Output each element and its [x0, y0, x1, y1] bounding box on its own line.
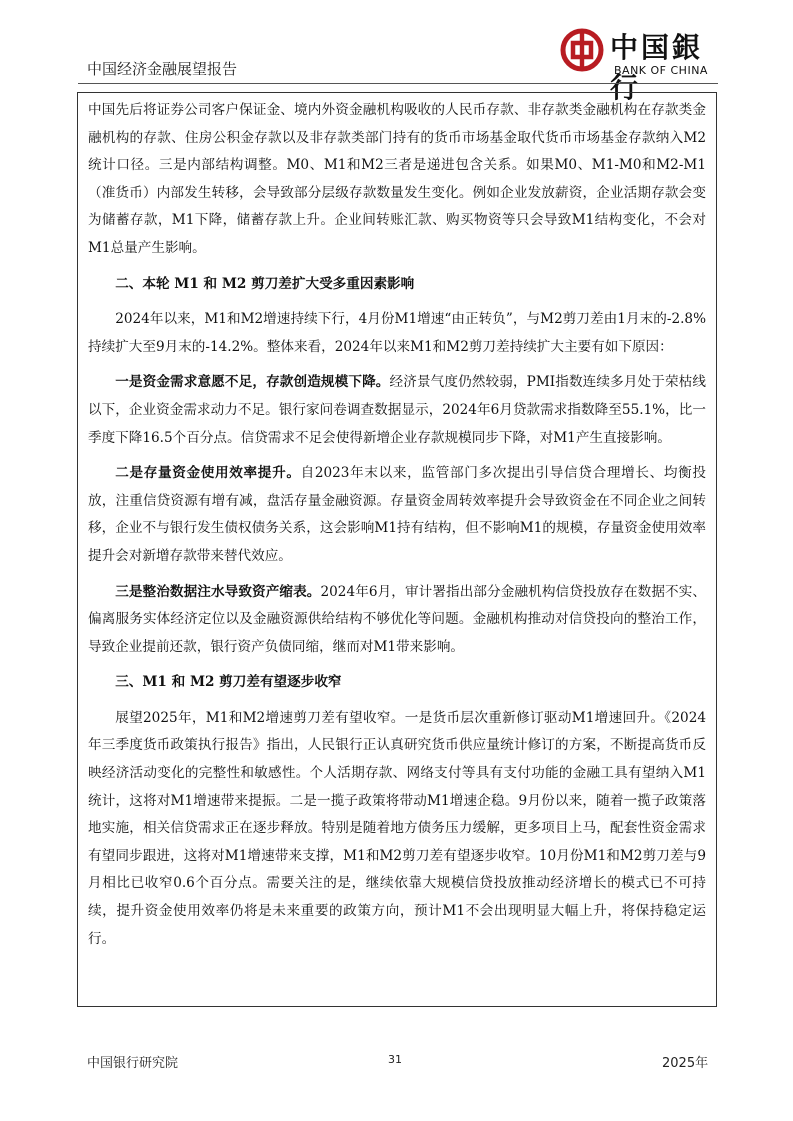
report-body — [88, 97, 706, 953]
reason-1-lead: 一是资金需求意愿不足，存款创造规模下降。 — [115, 374, 390, 391]
logo-chinese-text: 中国銀行 — [610, 31, 704, 104]
reason-2-lead: 二是存量资金使用效率提升。 — [115, 465, 301, 482]
footer-year: 2025年 — [662, 1056, 709, 1071]
header-title: 中国经济金融展望报告 — [87, 60, 238, 78]
reason-3-text: 2024年6月，审计署指出部分金融机构信贷投放存在数据不实、偏离服务实体经济定位以及金融资源供给结构不够优化等问题。金融机构推动对信贷投向的整治工作，导致企业提前还款，银行资产负债同缩，继而对M1带来影响。 — [88, 583, 707, 655]
paragraph-reason-3 — [88, 579, 706, 662]
reason-3-lead: 三是整治数据注水导致资产缩表。 — [115, 583, 321, 600]
paragraph-outlook-2025: 展望2025年，M1和M2增速剪刀差有望收窄。一是货币层次重新修订驱动M1增速回升。《2024年三季度货币政策执行报告》指出，人民银行正认真研究货币供应量统计修订的方案，不断提高货币反映经济活动变化的完整性和敏感性。个人活期存款、网络支付等具有支付功能的金融工具有望纳入M1统计，这将对M1增速带来提振。二是一揽子政策将带动M1增速企稳。9月份以来，随着一揽子政策落地实施，相关信贷需求正在逐步释放。特别是随着地方债务压力缓解，更多项目上马，配套性资金需求有望同步跟进，这将对M1增速带来支撑，M1和M2剪刀差有望逐步收窄。10月份M1和M2剪刀差与9月相比已收窄0.6个百分点。需要关注的是，继续依靠大规模信贷投放推动经济增长的模式已不可持续，提升资金使用效率仍将是未来重要的政策方向，预计M1不会出现明显大幅上升，将保持稳定运行。 — [88, 709, 706, 947]
paragraph-gap-trend: 2024年以来，M1和M2增速持续下行，4月份M1增速“由正转负”，与M2剪刀差由1月末的-2.8%持续扩大至9月末的-14.2%。整体来看，2024年以来M1和M2剪刀差持续扩大主要有如下原因： — [88, 311, 706, 355]
reason-1-text: 经济景气度仍然较弱，PMI指数连续多月处于荣枯线以下，企业资金需求动力不足。银行家问卷调查数据显示，2024年6月贷款需求指数降至55.1%，比一季度下降16.5个百分点。信贷需求不足会使得新增企业存款规模同步下降，对M1产生直接影响。 — [88, 374, 706, 446]
bank-logo — [560, 26, 720, 104]
paragraph-m2-structure: 中国先后将证券公司客户保证金、境内外资金融机构吸收的人民币存款、非存款类金融机构在存款类金融机构的存款、住房公积金存款以及非存款类部门持有的货币市场基金取代货币市场基金存款纳入M2统计口径。三是内部结构调整。M0、M1和M2三者是递进包含关系。如果M0、M1-M0和M2-M1（准货币）内部发生转移，会导致部分层级存款数量发生变化。例如企业发放薪资，企业活期存款会变为储蓄存款，M1下降，储蓄存款上升。企业间转账汇款、购买物资等只会导致M1结构变化，不会对M1总量产生影响。 — [88, 102, 706, 256]
section-heading-3: 三、M1 和 M2 剪刀差有望逐步收窄 — [115, 674, 342, 691]
paragraph-reason-1 — [88, 369, 706, 452]
header-divider — [78, 83, 718, 84]
logo-english-text: BANK OF CHINA — [614, 64, 708, 77]
page-number: 31 — [388, 1053, 402, 1066]
footer-institute: 中国银行研究院 — [87, 1056, 179, 1071]
content-frame — [77, 92, 717, 1007]
bank-of-china-emblem-icon — [560, 28, 604, 72]
section-heading-2: 二、本轮 M1 和 M2 剪刀差扩大受多重因素影响 — [115, 275, 415, 292]
paragraph-reason-2 — [88, 460, 706, 570]
reason-2-text: 自2023年末以来，监管部门多次提出引导信贷合理增长、均衡投放，注重信贷资源有增有减，盘活存量金融资源。存量资金周转效率提升会导致资金在不同企业之间转移，企业不与银行发生债权债务关系，这会影响M1持有结构，但不影响M1的规模，存量资金使用效率提升会对新增存款带来替代效应。 — [88, 465, 706, 564]
